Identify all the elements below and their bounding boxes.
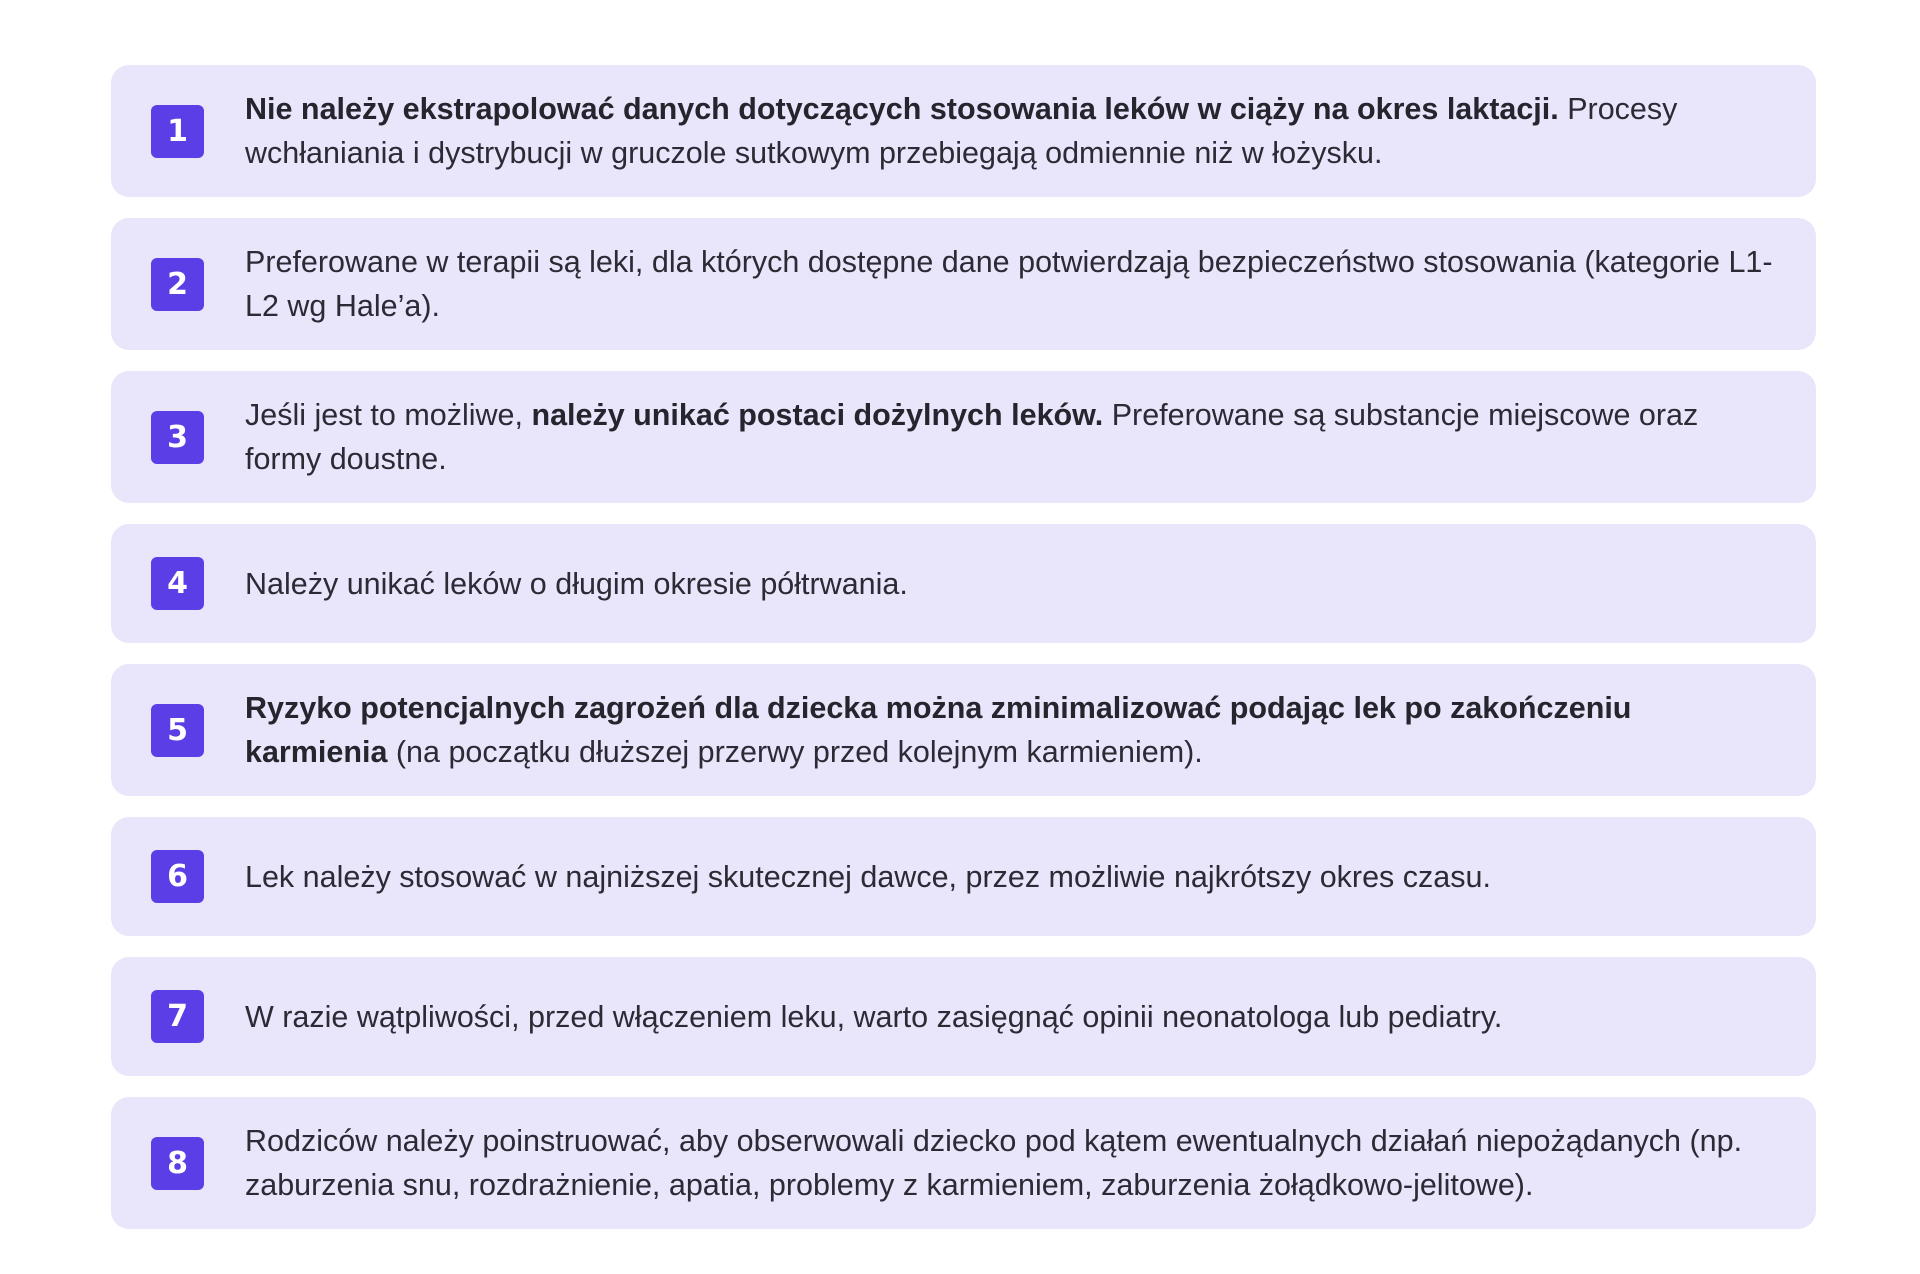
item-number-badge: 7: [151, 990, 204, 1043]
list-item-8: [111, 1097, 1816, 1229]
item-number-badge: 6: [151, 850, 204, 903]
list-item-4: [111, 524, 1816, 643]
list-item-5: [111, 664, 1816, 796]
item-text: W razie wątpliwości, przed włączeniem leku, warto zasięgnąć opinii neonatologa lub pediatry.: [245, 999, 1503, 1034]
item-number-badge: 2: [151, 258, 204, 311]
item-text: [245, 393, 1776, 481]
item-text: Należy unikać leków o długim okresie półtrwania.: [245, 566, 908, 601]
item-plain-text: Jeśli jest to możliwe,: [245, 398, 532, 432]
list-item-2: [111, 218, 1816, 350]
item-bold-text: Ryzyko potencjalnych zagrożeń dla dziecka można zminimalizować podając lek po zakończeniu karmienia: [245, 691, 1632, 769]
item-number-badge: 8: [151, 1137, 204, 1190]
recommendations-list: [111, 65, 1816, 1229]
item-number-badge: 1: [151, 105, 204, 158]
list-item-1: [111, 65, 1816, 197]
list-item-7: [111, 957, 1816, 1076]
item-bold-text: należy unikać postaci dożylnych leków.: [531, 398, 1104, 432]
item-plain-text: (na początku dłuższej przerwy przed kolejnym karmieniem).: [387, 735, 1203, 769]
item-text: Preferowane w terapii są leki, dla których dostępne dane potwierdzają bezpieczeństwo stosowania (kategorie L1-L2 wg Hale’a).: [245, 245, 1773, 323]
item-number-badge: 5: [151, 704, 204, 757]
item-text: Lek należy stosować w najniższej skutecznej dawce, przez możliwie najkrótszy okres czasu.: [245, 859, 1491, 894]
item-bold-text: Nie należy ekstrapolować danych dotyczących stosowania leków w ciąży na okres laktacji.: [245, 92, 1559, 126]
item-plain-text: Preferowane są substancje miejscowe oraz formy doustne.: [245, 398, 1699, 476]
item-text: Rodziców należy poinstruować, aby obserwowali dziecko pod kątem ewentualnych działań niepożądanych (np. zaburzenia snu, rozdrażnienie, apatia, problemy z karmieniem, zaburzenia żołądkowo-jelitowe).: [245, 1124, 1743, 1202]
item-number-badge: 3: [151, 411, 204, 464]
item-text: [245, 87, 1776, 175]
list-item-6: [111, 817, 1816, 936]
item-text: [245, 686, 1776, 774]
item-number-badge: 4: [151, 557, 204, 610]
item-plain-text: Procesy wchłaniania i dystrybucji w gruczole sutkowym przebiegają odmiennie niż w łożysku.: [245, 92, 1678, 170]
list-item-3: [111, 371, 1816, 503]
